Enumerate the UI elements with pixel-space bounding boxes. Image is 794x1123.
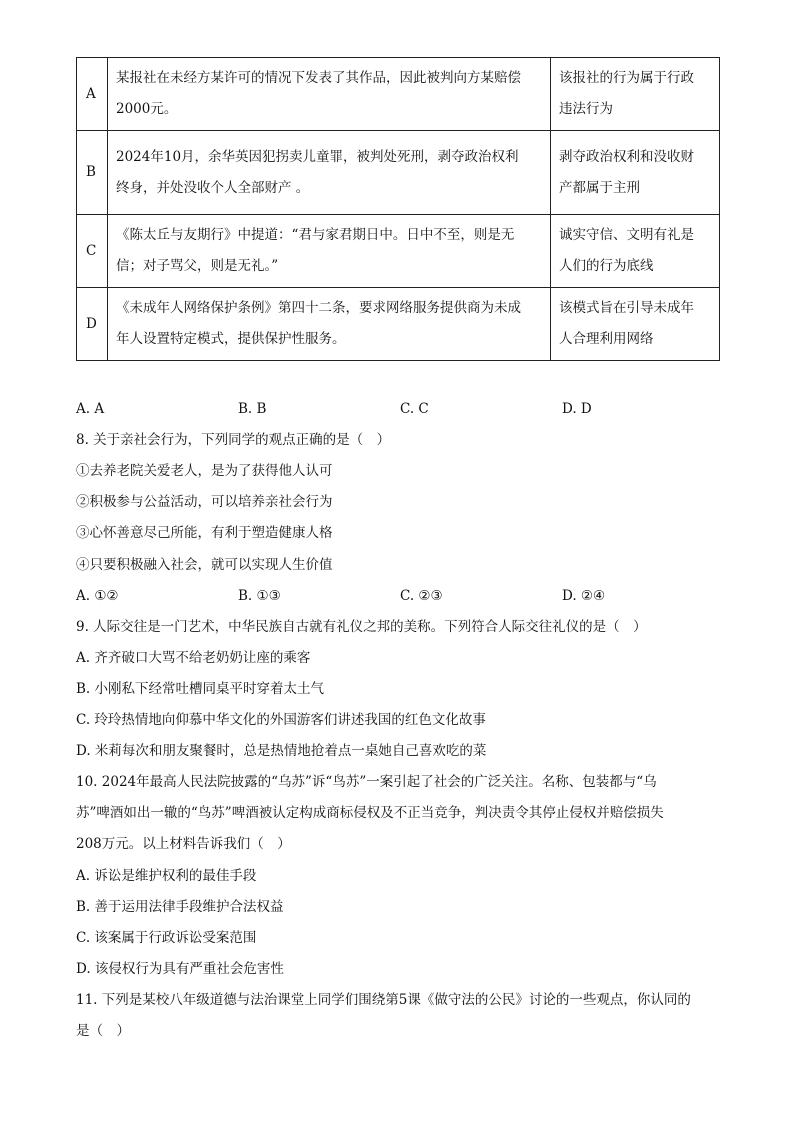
table-row — [77, 131, 720, 215]
row-note: 该模式旨在引导未成年 人合理利用网络 — [551, 288, 720, 361]
q7-choice-c[interactable]: C. C — [400, 401, 429, 417]
q8-choice-d[interactable]: D. ②④ — [562, 588, 606, 604]
q8-choice-a[interactable]: A. ①② — [76, 588, 119, 604]
q11-stem: 11. 下列是某校八年级道德与法治课堂上同学们围绕第5课《做守法的公民》讨论的一些观点，你认同的 — [76, 992, 691, 1008]
q8-stem: 8. 关于亲社会行为，下列同学的观点正确的是（ ） — [76, 432, 391, 448]
q8-choice-b[interactable]: B. ①③ — [238, 588, 281, 604]
option-table — [76, 57, 720, 361]
q8-choice-c[interactable]: C. ②③ — [400, 588, 443, 604]
q10-option-d[interactable]: D. 该侵权行为具有严重社会危害性 — [76, 961, 284, 977]
q9-option-a[interactable]: A. 齐齐破口大骂不给老奶奶让座的乘客 — [76, 650, 311, 666]
q8-item: ①去养老院关爱老人，是为了获得他人认可 — [76, 463, 333, 479]
q8-item: ②积极参与公益活动，可以培养亲社会行为 — [76, 494, 333, 510]
row-text: 某报社在未经方某许可的情况下发表了其作品，因此被判向方某赔偿 2000元。 — [108, 58, 551, 131]
row-text: 《陈太丘与友期行》中提道：“君与家君期日中。日中不至，则是无 信；对子骂父，则是无礼。” — [108, 215, 551, 288]
row-letter: B — [77, 131, 108, 215]
q10-option-b[interactable]: B. 善于运用法律手段维护合法权益 — [76, 899, 284, 915]
row-note: 该报社的行为属于行政 违法行为 — [551, 58, 720, 131]
row-text: 《未成年人网络保护条例》第四十二条，要求网络服务提供商为未成 年人设置特定模式，提供保护性服务。 — [108, 288, 551, 361]
q9-stem: 9. 人际交往是一门艺术，中华民族自古就有礼仪之邦的美称。下列符合人际交往礼仪的是（ ） — [76, 619, 647, 635]
row-text: 2024年10月，余华英因犯拐卖儿童罪，被判处死刑，剥夺政治权利 终身，并处没收个人全部财产 。 — [108, 131, 551, 215]
q9-option-d[interactable]: D. 米莉每次和朋友聚餐时，总是热情地抢着点一桌她自己喜欢吃的菜 — [76, 743, 487, 759]
row-letter: C — [77, 215, 108, 288]
row-letter: D — [77, 288, 108, 361]
q8-item: ④只要积极融入社会，就可以实现人生价值 — [76, 557, 333, 573]
row-note: 诚实守信、文明有礼是 人们的行为底线 — [551, 215, 720, 288]
table-row — [77, 58, 720, 131]
q7-choice-a[interactable]: A. A — [76, 401, 105, 417]
q10-option-c[interactable]: C. 该案属于行政诉讼受案范围 — [76, 930, 257, 946]
table-row — [77, 288, 720, 361]
q8-item: ③心怀善意尽己所能，有利于塑造健康人格 — [76, 525, 333, 541]
q10-stem: 208万元。以上材料告诉我们（ ） — [76, 836, 291, 852]
q10-option-a[interactable]: A. 诉讼是维护权利的最佳手段 — [76, 868, 257, 884]
table-row — [77, 215, 720, 288]
q9-option-b[interactable]: B. 小刚私下经常吐槽同桌平时穿着太土气 — [76, 681, 325, 697]
q7-choice-d[interactable]: D. D — [562, 401, 592, 417]
q11-stem: 是（ ） — [76, 1023, 130, 1039]
q7-choice-b[interactable]: B. B — [238, 401, 267, 417]
row-letter: A — [77, 58, 108, 131]
q9-option-c[interactable]: C. 玲玲热情地向仰慕中华文化的外国游客们讲述我国的红色文化故事 — [76, 712, 486, 728]
row-note: 剥夺政治权利和没收财 产都属于主刑 — [551, 131, 720, 215]
q10-stem: 苏”啤酒如出一辙的“鸟苏”啤酒被认定构成商标侵权及不正当竞争，判决责令其停止侵权并赔偿损失 — [76, 805, 664, 821]
q10-stem: 10. 2024年最高人民法院披露的“乌苏”诉“鸟苏”一案引起了社会的广泛关注。名称、包装都与“乌 — [76, 774, 657, 790]
